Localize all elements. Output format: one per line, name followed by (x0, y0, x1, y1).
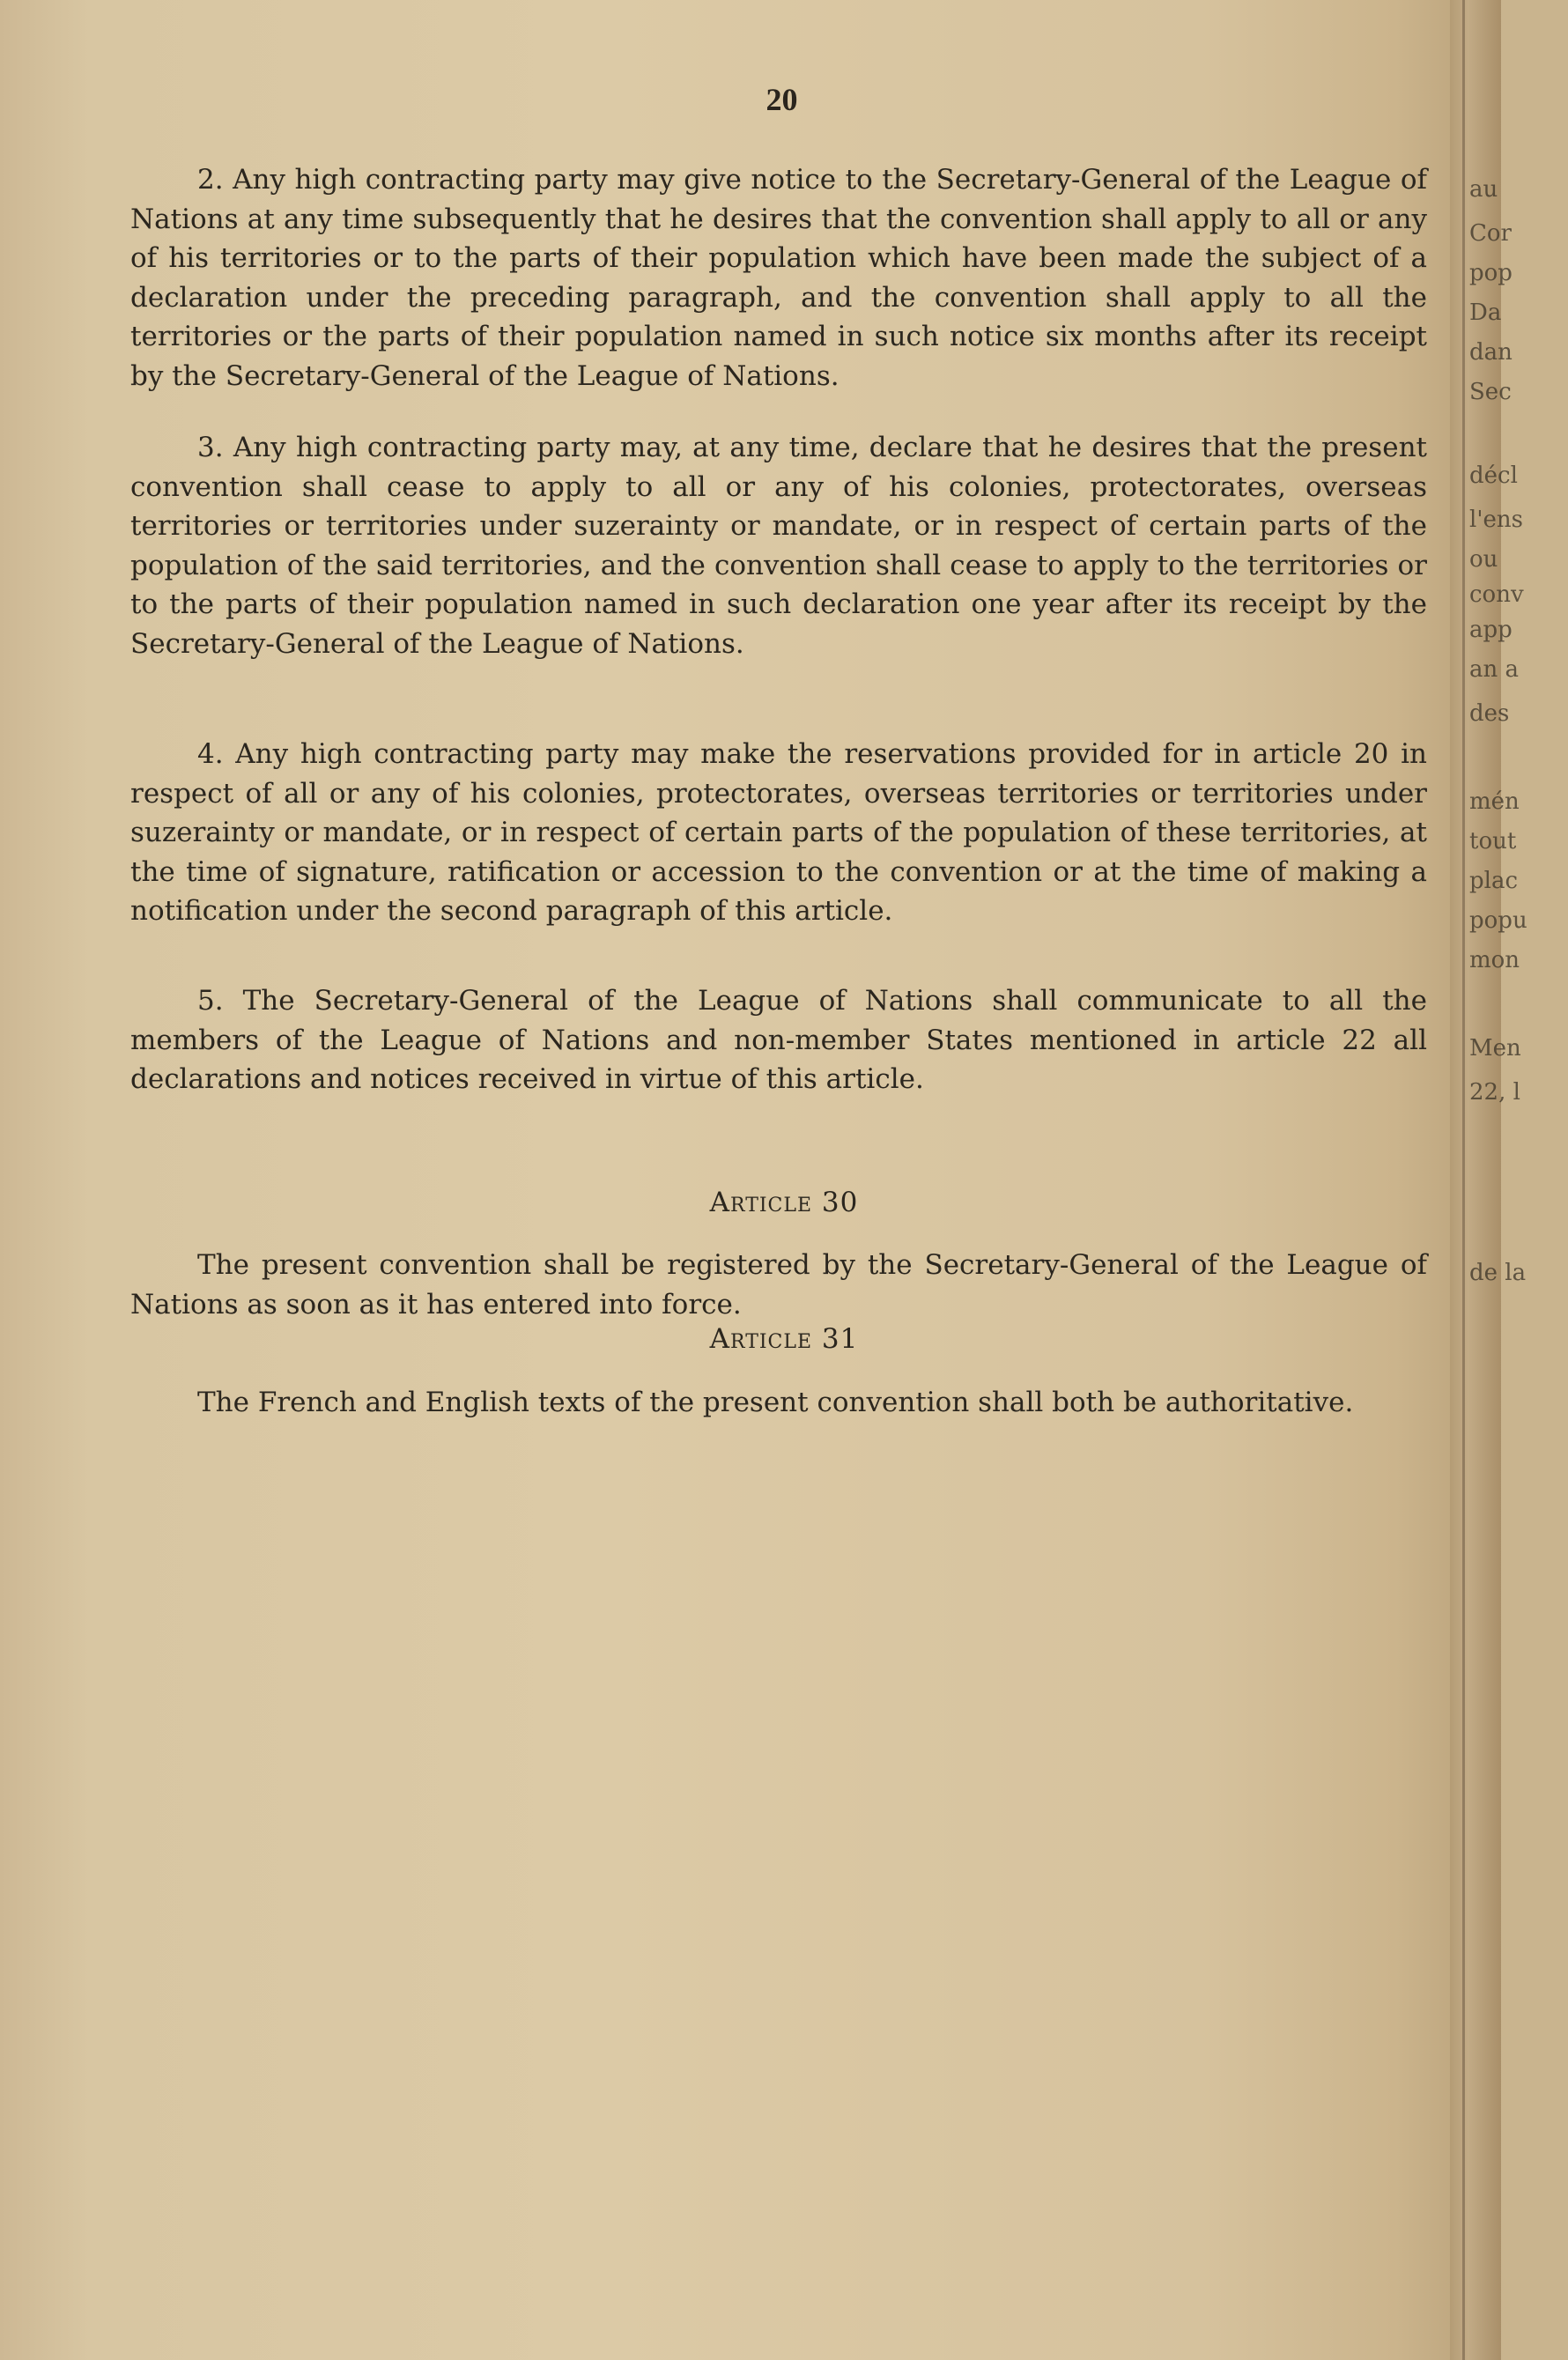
margin-fragment: pop (1469, 260, 1513, 286)
margin-fragment: Sec (1469, 379, 1512, 405)
paragraph-2-text: 2. Any high contracting party may give notice to the Secretary-General of the League of Nations at any time subsequently that he desires that the convention shall apply to all or any of his territories or to the parts of their population which have been made the subject of a declaration under the preceding paragraph, and the convention shall apply to all the territories or the parts of their population named in such notice six months after its receipt by the Secretary-General of the League of Nations. (130, 164, 1427, 392)
margin-fragment: au (1469, 176, 1498, 203)
article-31-heading (0, 1323, 1568, 1355)
margin-fragment: mon (1469, 947, 1520, 973)
margin-fragment: décl (1469, 462, 1518, 489)
margin-fragment: Cor (1469, 220, 1512, 247)
margin-fragment: popu (1469, 907, 1527, 934)
binding-line (1462, 0, 1465, 2360)
margin-fragment: dan (1469, 339, 1513, 366)
paragraph-5 (130, 981, 1427, 1099)
margin-fragment: conv (1469, 581, 1524, 608)
article-30-heading-text: Article 30 (709, 1187, 859, 1218)
paragraph-4 (130, 735, 1427, 931)
margin-fragment: plac (1469, 868, 1519, 894)
margin-fragment: l'ens (1469, 507, 1523, 533)
article-30-heading (0, 1187, 1568, 1218)
margin-fragment: tout (1469, 828, 1517, 854)
margin-fragment: Men (1469, 1035, 1521, 1062)
article-31-heading-text: Article 31 (709, 1323, 859, 1355)
article-30-text: The present convention shall be registered by the Secretary-General of the League of Nations as soon as it has entered into force. (130, 1249, 1427, 1321)
margin-fragment: an a (1469, 656, 1520, 683)
margin-fragment: mén (1469, 788, 1520, 815)
article-30-body (130, 1246, 1427, 1324)
paragraph-3 (130, 428, 1427, 663)
margin-fragment: app (1469, 617, 1513, 643)
margin-fragment: des (1469, 700, 1510, 727)
paragraph-3-text: 3. Any high contracting party may, at any time, declare that he desires that the present convention shall cease to apply to all or any of his colonies, protectorates, overseas territories or territories under suzerainty or mandate, or in respect of certain parts of the population of the said territories, and the convention shall cease to apply to the territories or to the parts of their population named in such declaration one year after its receipt by the Secretary-General of the League of Nations. (130, 432, 1427, 660)
paragraph-2 (130, 160, 1427, 396)
article-31-body (130, 1383, 1427, 1423)
paragraph-5-text: 5. The Secretary-General of the League of Nations shall communicate to all the members of the League of Nations and non-member States mentioned in article 22 all declarations and notices received in virtue of this article. (130, 985, 1427, 1095)
margin-fragment: ou (1469, 546, 1498, 573)
paragraph-4-text: 4. Any high contracting party may make the reservations provided for in article 20 in respect of all or any of his colonies, protectorates, overseas territories or territories under suzerainty or mandate, or in respect of certain parts of the population of these territories, at the time of signature, ratification or accession to the convention or at the time of making a notification under the second paragraph of this article. (130, 738, 1427, 927)
margin-fragment: 22, l (1469, 1079, 1520, 1106)
article-31-text: The French and English texts of the present convention shall both be authoritative. (197, 1387, 1354, 1418)
margin-fragment: de la (1469, 1260, 1527, 1286)
next-page-margin (1468, 0, 1527, 2360)
page-number: 20 (766, 82, 798, 117)
margin-fragment: Da (1469, 300, 1502, 326)
